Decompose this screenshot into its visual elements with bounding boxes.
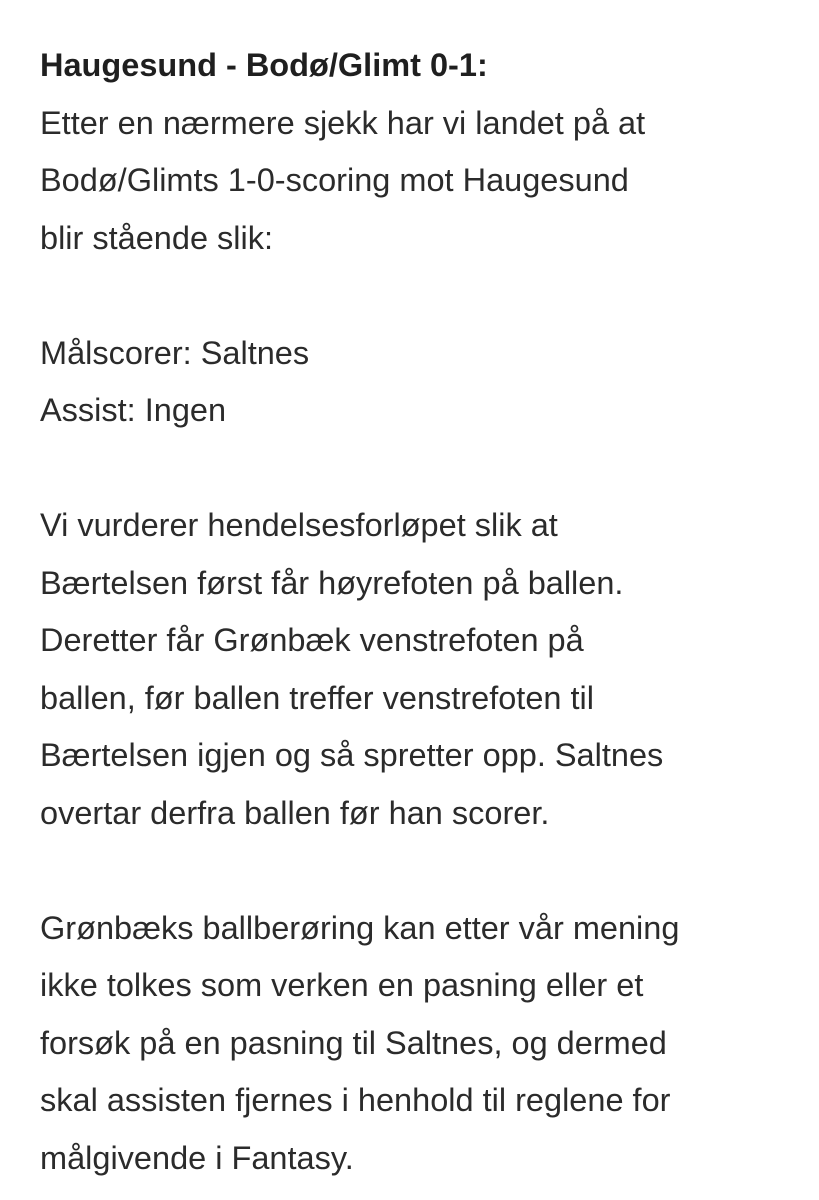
paragraph-gap xyxy=(40,842,800,900)
assessment-line: Vi vurderer hendelsesforløpet slik at xyxy=(40,507,558,543)
conclusion-paragraph xyxy=(40,900,800,1188)
paragraph-gap xyxy=(40,267,800,325)
assessment-line: Deretter får Grønbæk venstrefoten på xyxy=(40,622,584,658)
assessment-line: Bærtelsen igjen og så spretter opp. Saltnes xyxy=(40,737,664,773)
intro-line: Etter en nærmere sjekk har vi landet på at xyxy=(40,104,646,141)
note-title: Haugesund - Bodø/Glimt 0-1: xyxy=(40,47,488,83)
conclusion-line: målgivende i Fantasy. xyxy=(40,1139,354,1176)
conclusion-line: forsøk på en pasning til Saltnes, og dermed xyxy=(40,1024,667,1061)
result-paragraph xyxy=(40,325,800,440)
conclusion-line: ikke tolkes som verken en pasning eller et xyxy=(40,967,644,1003)
conclusion-line: Grønbæks ballberøring kan etter vår mening xyxy=(40,909,680,946)
note-text xyxy=(40,37,800,1187)
goal-scorer-line: Målscorer: Saltnes xyxy=(40,334,310,371)
intro-paragraph xyxy=(40,95,800,268)
assessment-line: overtar derfra ballen før han scorer. xyxy=(40,794,550,831)
conclusion-line: skal assisten fjernes i henhold til reglene for xyxy=(40,1082,671,1118)
intro-line: blir stående slik: xyxy=(40,219,274,256)
assessment-line: Bærtelsen først får høyrefoten på ballen. xyxy=(40,564,624,601)
assessment-paragraph xyxy=(40,497,800,842)
paragraph-gap xyxy=(40,440,800,498)
assessment-line: ballen, før ballen treffer venstrefoten til xyxy=(40,679,594,716)
intro-line: Bodø/Glimts 1-0-scoring mot Haugesund xyxy=(40,162,629,198)
assist-line: Assist: Ingen xyxy=(40,392,227,428)
